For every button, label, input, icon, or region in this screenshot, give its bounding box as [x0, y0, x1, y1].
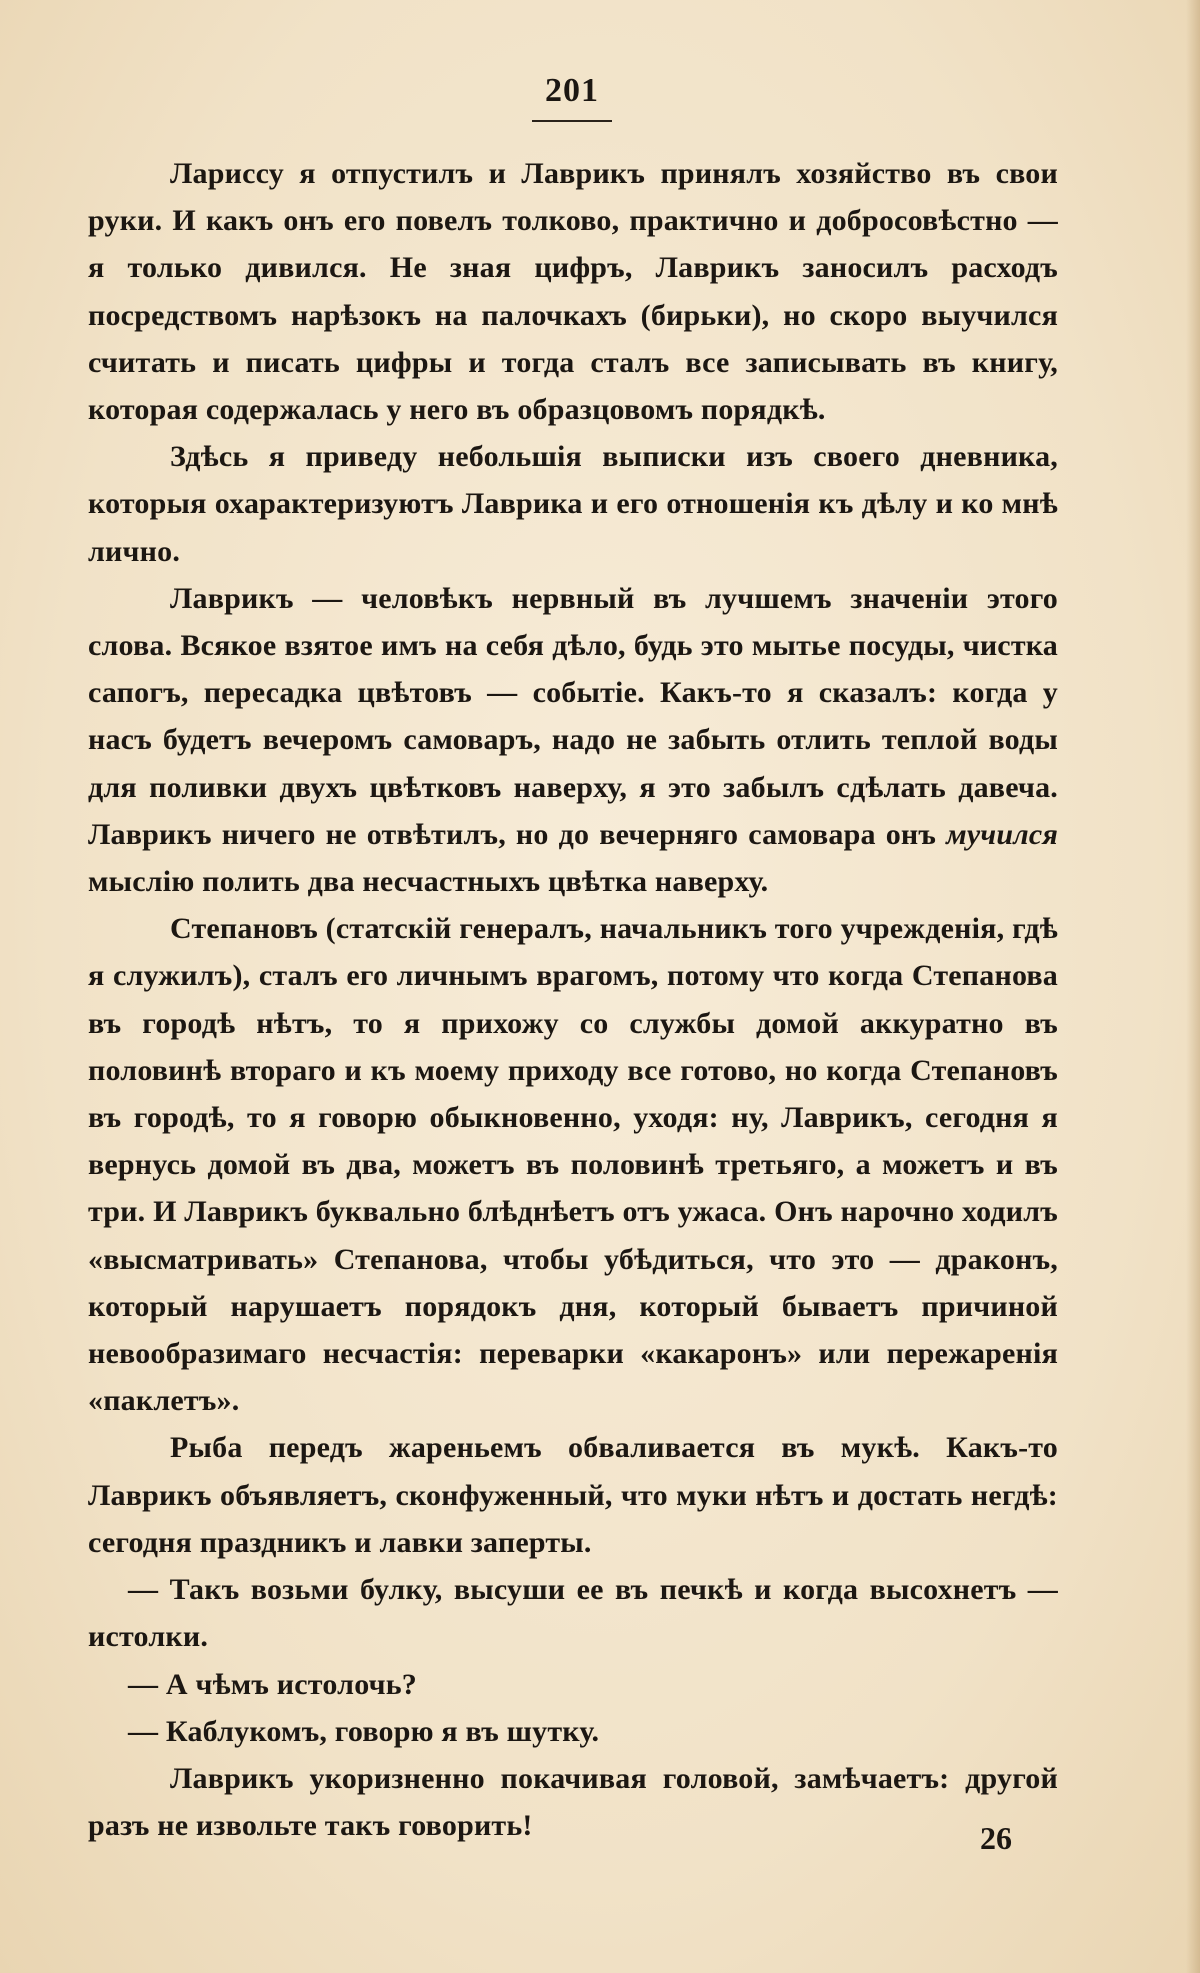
paragraph-text: Лаврикъ — человѣкъ нервный въ лучшемъ значеніи этого слова. Всякое взятое имъ на себя дѣло, будь это мытье посуды, чистка сапогъ, пересадка цвѣтовъ — событіе. Какъ-то я сказалъ: когда у насъ будетъ вечеромъ самоваръ, надо не забыть отлить теплой воды для поливки двухъ цвѣтковъ наверху, я это забылъ сдѣлать давеча. Лаврикъ ничего не отвѣтилъ, но до вечерняго самовара онъ [88, 581, 1058, 851]
dialogue-line: — Каблукомъ, говорю я въ шутку. [128, 1714, 600, 1748]
header-rule [532, 120, 612, 122]
paragraph-text: мыслію полить два несчастныхъ цвѣтка наверху. [88, 865, 769, 899]
paragraph: Рыба передъ жареньемъ обваливается въ мукѣ. Какъ-то Лаврикъ объявляетъ, сконфуженный, что муки нѣтъ и достать негдѣ: сегодня праздникъ и лавки заперты. [88, 1431, 1058, 1559]
paragraph: Лаврикъ укоризненно покачивая головой, замѣчаетъ: другой разъ не извольте такъ говорить! [88, 1761, 1058, 1843]
paragraph [88, 575, 1058, 905]
body-text [88, 150, 1058, 1849]
page-edge [1186, 0, 1200, 1973]
page-number: 201 [545, 72, 599, 109]
paragraph: Здѣсь я приведу небольшія выписки изъ своего дневника, которыя охарактеризуютъ Лаврика и его отношенія къ дѣлу и ко мнѣ лично. [88, 440, 1058, 568]
emphasized-word: мучился [946, 817, 1058, 851]
paragraph: Степановъ (статскій генералъ, начальникъ того учрежденія, гдѣ я служилъ), сталъ его личнымъ врагомъ, потому что когда Степанова въ городѣ нѣтъ, то я прихожу со службы домой аккуратно въ половинѣ втораго и къ моему приходу все готово, но когда Степановъ въ городѣ, то я говорю обыкновенно, уходя: ну, Лаврикъ, сегодня я вернусь домой въ два, можетъ въ половинѣ третьяго, а можетъ и въ три. И Лаврикъ буквально блѣднѣетъ отъ ужаса. Онъ нарочно ходилъ «высматривать» Степанова, чтобы убѣдиться, что это — драконъ, который нарушаетъ порядокъ дня, который бываетъ причиной невообразимаго несчастія: переварки «какаронъ» или пережаренія «паклетъ». [88, 912, 1058, 1418]
dialogue-line: — А чѣмъ истолочь? [128, 1667, 417, 1701]
paragraph: Лариссу я отпустилъ и Лаврикъ принялъ хозяйство въ свои руки. И какъ онъ его повелъ толково, практично и добросовѣстно — я только дивился. Не зная цифръ, Лаврикъ заносилъ расходъ посредствомъ нарѣзокъ на палочкахъ (бирьки), но скоро выучился считать и писать цифры и тогда сталъ все записывать въ книгу, которая содержалась у него въ образцовомъ порядкѣ. [88, 157, 1058, 427]
dialogue-line: — Такъ возьми булку, высуши ее въ печкѣ и когда высохнетъ — истолки. [88, 1573, 1058, 1654]
signature-mark: 26 [980, 1820, 1012, 1856]
